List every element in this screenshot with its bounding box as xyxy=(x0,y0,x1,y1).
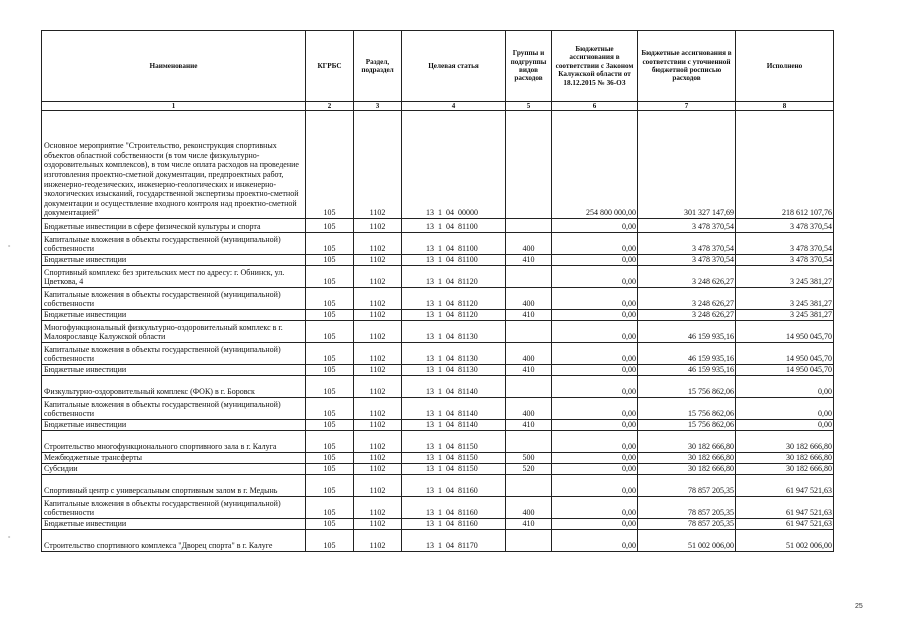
row-executed: 30 182 666,80 xyxy=(736,431,834,453)
row-target: 13 1 04 81120 xyxy=(402,266,506,288)
row-target: 13 1 04 81130 xyxy=(402,365,506,376)
row-target: 13 1 04 81170 xyxy=(402,530,506,552)
row-kgrbs: 105 xyxy=(306,219,354,233)
header-law-allocations: Бюджетные ассигнования в соответствии с Законом Калужской области от 18.12.2015 № 36-ОЗ xyxy=(552,31,638,102)
table-row xyxy=(42,288,834,310)
row-name: Бюджетные инвестиции xyxy=(42,365,306,376)
row-section: 1102 xyxy=(354,233,402,255)
col-number: 8 xyxy=(736,102,834,111)
table-row xyxy=(42,266,834,288)
table-row xyxy=(42,420,834,431)
row-executed: 3 478 370,54 xyxy=(736,219,834,233)
table-row xyxy=(42,519,834,530)
row-name: Капитальные вложения в объекты государственной (муниципальной) собственности xyxy=(42,288,306,310)
table-row xyxy=(42,321,834,343)
row-kgrbs: 105 xyxy=(306,497,354,519)
row-refined-allocation: 15 756 862,06 xyxy=(638,376,736,398)
row-target: 13 1 04 81130 xyxy=(402,343,506,365)
row-refined-allocation: 301 327 147,69 xyxy=(638,111,736,219)
row-name: Спортивный комплекс без зрительских мест по адресу: г. Обнинск, ул. Цветкова, 4 xyxy=(42,266,306,288)
row-kgrbs: 105 xyxy=(306,530,354,552)
row-target: 13 1 04 81140 xyxy=(402,376,506,398)
col-number: 1 xyxy=(42,102,306,111)
row-kgrbs: 105 xyxy=(306,365,354,376)
table-row xyxy=(42,310,834,321)
row-refined-allocation: 78 857 205,35 xyxy=(638,475,736,497)
row-refined-allocation: 30 182 666,80 xyxy=(638,453,736,464)
row-name: Бюджетные инвестиции xyxy=(42,519,306,530)
row-law-allocation: 0,00 xyxy=(552,530,638,552)
row-executed: 14 950 045,70 xyxy=(736,343,834,365)
row-law-allocation: 0,00 xyxy=(552,288,638,310)
col-number: 6 xyxy=(552,102,638,111)
row-target: 13 1 04 81150 xyxy=(402,453,506,464)
row-section: 1102 xyxy=(354,420,402,431)
col-number: 7 xyxy=(638,102,736,111)
scan-mark: ° xyxy=(8,245,11,251)
row-group: 520 xyxy=(506,464,552,475)
row-executed: 30 182 666,80 xyxy=(736,464,834,475)
row-executed: 3 245 381,27 xyxy=(736,288,834,310)
row-law-allocation: 0,00 xyxy=(552,310,638,321)
page-number: 25 xyxy=(855,603,863,610)
row-law-allocation: 0,00 xyxy=(552,376,638,398)
row-section: 1102 xyxy=(354,497,402,519)
row-kgrbs: 105 xyxy=(306,420,354,431)
row-executed: 3 245 381,27 xyxy=(736,266,834,288)
table-row xyxy=(42,111,834,219)
row-law-allocation: 0,00 xyxy=(552,219,638,233)
row-name: Бюджетные инвестиции в сфере физической культуры и спорта xyxy=(42,219,306,233)
row-group xyxy=(506,219,552,233)
row-name: Капитальные вложения в объекты государственной (муниципальной) собственности xyxy=(42,343,306,365)
row-target: 13 1 04 00000 xyxy=(402,111,506,219)
row-group: 500 xyxy=(506,453,552,464)
row-name: Капитальные вложения в объекты государственной (муниципальной) собственности xyxy=(42,497,306,519)
column-number-row xyxy=(42,102,834,111)
row-target: 13 1 04 81150 xyxy=(402,431,506,453)
row-name: Основное мероприятие "Строительство, реконструкция спортивных объектов областной собственности (в том числе физкультурно-оздоровительных комплексов), в том числе оплата расходов на проведение изготовления проектно-сметной документации, предпроектных работ, инженерно-геодезических, инженерно-геологических и инженерно-экологических изысканий, государственной экспертизы проектно-сметной документации и осуществление входного контроля над проектно-сметной документацией" xyxy=(42,111,306,219)
row-name: Строительство спортивного комплекса "Дворец спорта" в г. Калуге xyxy=(42,530,306,552)
row-kgrbs: 105 xyxy=(306,453,354,464)
row-target: 13 1 04 81160 xyxy=(402,475,506,497)
row-name: Бюджетные инвестиции xyxy=(42,255,306,266)
row-executed: 3 478 370,54 xyxy=(736,233,834,255)
row-refined-allocation: 3 248 626,27 xyxy=(638,310,736,321)
row-section: 1102 xyxy=(354,530,402,552)
row-group: 410 xyxy=(506,519,552,530)
row-section: 1102 xyxy=(354,266,402,288)
row-refined-allocation: 78 857 205,35 xyxy=(638,497,736,519)
header-section: Раздел, подраздел xyxy=(354,31,402,102)
row-executed: 30 182 666,80 xyxy=(736,453,834,464)
row-law-allocation: 254 800 000,00 xyxy=(552,111,638,219)
row-law-allocation: 0,00 xyxy=(552,420,638,431)
row-name: Межбюджетные трансферты xyxy=(42,453,306,464)
row-kgrbs: 105 xyxy=(306,464,354,475)
header-groups: Группы и подгруппы видов расходов xyxy=(506,31,552,102)
row-law-allocation: 0,00 xyxy=(552,398,638,420)
row-section: 1102 xyxy=(354,376,402,398)
row-kgrbs: 105 xyxy=(306,519,354,530)
row-target: 13 1 04 81100 xyxy=(402,219,506,233)
row-law-allocation: 0,00 xyxy=(552,365,638,376)
row-section: 1102 xyxy=(354,255,402,266)
row-name: Многофункциональный физкультурно-оздоровительный комплекс в г. Малоярославце Калужской области xyxy=(42,321,306,343)
row-target: 13 1 04 81140 xyxy=(402,420,506,431)
row-executed: 14 950 045,70 xyxy=(736,321,834,343)
row-group xyxy=(506,530,552,552)
row-target: 13 1 04 81100 xyxy=(402,255,506,266)
table-row xyxy=(42,431,834,453)
row-section: 1102 xyxy=(354,111,402,219)
header-kgrbs: КГРБС xyxy=(306,31,354,102)
row-name: Строительство многофункционального спортивного зала в г. Калуга xyxy=(42,431,306,453)
scan-mark: ° xyxy=(8,536,11,542)
row-target: 13 1 04 81140 xyxy=(402,398,506,420)
row-executed: 0,00 xyxy=(736,398,834,420)
row-law-allocation: 0,00 xyxy=(552,233,638,255)
row-group: 400 xyxy=(506,398,552,420)
row-law-allocation: 0,00 xyxy=(552,343,638,365)
row-kgrbs: 105 xyxy=(306,398,354,420)
row-law-allocation: 0,00 xyxy=(552,475,638,497)
row-target: 13 1 04 81130 xyxy=(402,321,506,343)
row-section: 1102 xyxy=(354,365,402,376)
row-refined-allocation: 51 002 006,00 xyxy=(638,530,736,552)
row-executed: 3 478 370,54 xyxy=(736,255,834,266)
row-name: Спортивный центр с универсальным спортивным залом в г. Медынь xyxy=(42,475,306,497)
row-executed: 0,00 xyxy=(736,376,834,398)
row-kgrbs: 105 xyxy=(306,475,354,497)
row-name: Физкультурно-оздоровительный комплекс (ФОК) в г. Боровск xyxy=(42,376,306,398)
row-group xyxy=(506,321,552,343)
row-law-allocation: 0,00 xyxy=(552,431,638,453)
row-law-allocation: 0,00 xyxy=(552,519,638,530)
row-executed: 61 947 521,63 xyxy=(736,497,834,519)
row-refined-allocation: 3 248 626,27 xyxy=(638,266,736,288)
row-group xyxy=(506,431,552,453)
row-kgrbs: 105 xyxy=(306,288,354,310)
table-row xyxy=(42,343,834,365)
table-row xyxy=(42,365,834,376)
row-section: 1102 xyxy=(354,431,402,453)
row-group xyxy=(506,266,552,288)
header-name: Наименование xyxy=(42,31,306,102)
row-refined-allocation: 30 182 666,80 xyxy=(638,464,736,475)
row-name: Капитальные вложения в объекты государственной (муниципальной) собственности xyxy=(42,398,306,420)
row-refined-allocation: 3 478 370,54 xyxy=(638,233,736,255)
row-section: 1102 xyxy=(354,321,402,343)
table-row xyxy=(42,497,834,519)
table-row xyxy=(42,255,834,266)
row-target: 13 1 04 81120 xyxy=(402,288,506,310)
header-executed: Исполнено xyxy=(736,31,834,102)
row-group: 410 xyxy=(506,365,552,376)
row-section: 1102 xyxy=(354,464,402,475)
row-section: 1102 xyxy=(354,475,402,497)
table-row xyxy=(42,464,834,475)
row-group: 400 xyxy=(506,343,552,365)
row-group: 410 xyxy=(506,255,552,266)
row-name: Субсидии xyxy=(42,464,306,475)
table-row xyxy=(42,530,834,552)
row-kgrbs: 105 xyxy=(306,233,354,255)
row-kgrbs: 105 xyxy=(306,111,354,219)
row-section: 1102 xyxy=(354,310,402,321)
row-kgrbs: 105 xyxy=(306,255,354,266)
row-refined-allocation: 46 159 935,16 xyxy=(638,321,736,343)
row-refined-allocation: 46 159 935,16 xyxy=(638,365,736,376)
table-row xyxy=(42,475,834,497)
row-law-allocation: 0,00 xyxy=(552,255,638,266)
row-target: 13 1 04 81160 xyxy=(402,519,506,530)
col-number: 5 xyxy=(506,102,552,111)
row-kgrbs: 105 xyxy=(306,310,354,321)
row-executed: 0,00 xyxy=(736,420,834,431)
table-row xyxy=(42,453,834,464)
row-group xyxy=(506,475,552,497)
row-group: 410 xyxy=(506,310,552,321)
budget-table-sheet xyxy=(41,30,834,552)
row-target: 13 1 04 81150 xyxy=(402,464,506,475)
row-refined-allocation: 3 248 626,27 xyxy=(638,288,736,310)
col-number: 4 xyxy=(402,102,506,111)
row-law-allocation: 0,00 xyxy=(552,453,638,464)
row-refined-allocation: 78 857 205,35 xyxy=(638,519,736,530)
row-group xyxy=(506,111,552,219)
row-group: 400 xyxy=(506,497,552,519)
row-refined-allocation: 3 478 370,54 xyxy=(638,219,736,233)
row-law-allocation: 0,00 xyxy=(552,497,638,519)
row-executed: 61 947 521,63 xyxy=(736,519,834,530)
budget-table xyxy=(41,30,834,552)
row-group: 400 xyxy=(506,233,552,255)
row-group: 410 xyxy=(506,420,552,431)
row-section: 1102 xyxy=(354,219,402,233)
row-executed: 3 245 381,27 xyxy=(736,310,834,321)
row-target: 13 1 04 81100 xyxy=(402,233,506,255)
table-body xyxy=(42,111,834,552)
row-refined-allocation: 46 159 935,16 xyxy=(638,343,736,365)
row-law-allocation: 0,00 xyxy=(552,321,638,343)
row-kgrbs: 105 xyxy=(306,321,354,343)
row-kgrbs: 105 xyxy=(306,376,354,398)
row-executed: 14 950 045,70 xyxy=(736,365,834,376)
col-number: 3 xyxy=(354,102,402,111)
row-section: 1102 xyxy=(354,519,402,530)
table-row xyxy=(42,398,834,420)
table-row xyxy=(42,376,834,398)
table-row xyxy=(42,219,834,233)
row-name: Бюджетные инвестиции xyxy=(42,310,306,321)
row-executed: 51 002 006,00 xyxy=(736,530,834,552)
row-section: 1102 xyxy=(354,398,402,420)
header-target: Целевая статья xyxy=(402,31,506,102)
row-refined-allocation: 30 182 666,80 xyxy=(638,431,736,453)
row-refined-allocation: 15 756 862,06 xyxy=(638,420,736,431)
row-section: 1102 xyxy=(354,453,402,464)
row-target: 13 1 04 81120 xyxy=(402,310,506,321)
col-number: 2 xyxy=(306,102,354,111)
row-kgrbs: 105 xyxy=(306,431,354,453)
row-executed: 61 947 521,63 xyxy=(736,475,834,497)
row-name: Капитальные вложения в объекты государственной (муниципальной) собственности xyxy=(42,233,306,255)
row-refined-allocation: 15 756 862,06 xyxy=(638,398,736,420)
header-refined-allocations: Бюджетные ассигнования в соответствии с уточненной бюджетной росписью расходов xyxy=(638,31,736,102)
row-group xyxy=(506,376,552,398)
row-kgrbs: 105 xyxy=(306,266,354,288)
row-law-allocation: 0,00 xyxy=(552,464,638,475)
row-name: Бюджетные инвестиции xyxy=(42,420,306,431)
row-section: 1102 xyxy=(354,288,402,310)
row-executed: 218 612 107,76 xyxy=(736,111,834,219)
row-refined-allocation: 3 478 370,54 xyxy=(638,255,736,266)
row-law-allocation: 0,00 xyxy=(552,266,638,288)
row-target: 13 1 04 81160 xyxy=(402,497,506,519)
row-group: 400 xyxy=(506,288,552,310)
row-section: 1102 xyxy=(354,343,402,365)
table-row xyxy=(42,233,834,255)
header-row xyxy=(42,31,834,102)
row-kgrbs: 105 xyxy=(306,343,354,365)
